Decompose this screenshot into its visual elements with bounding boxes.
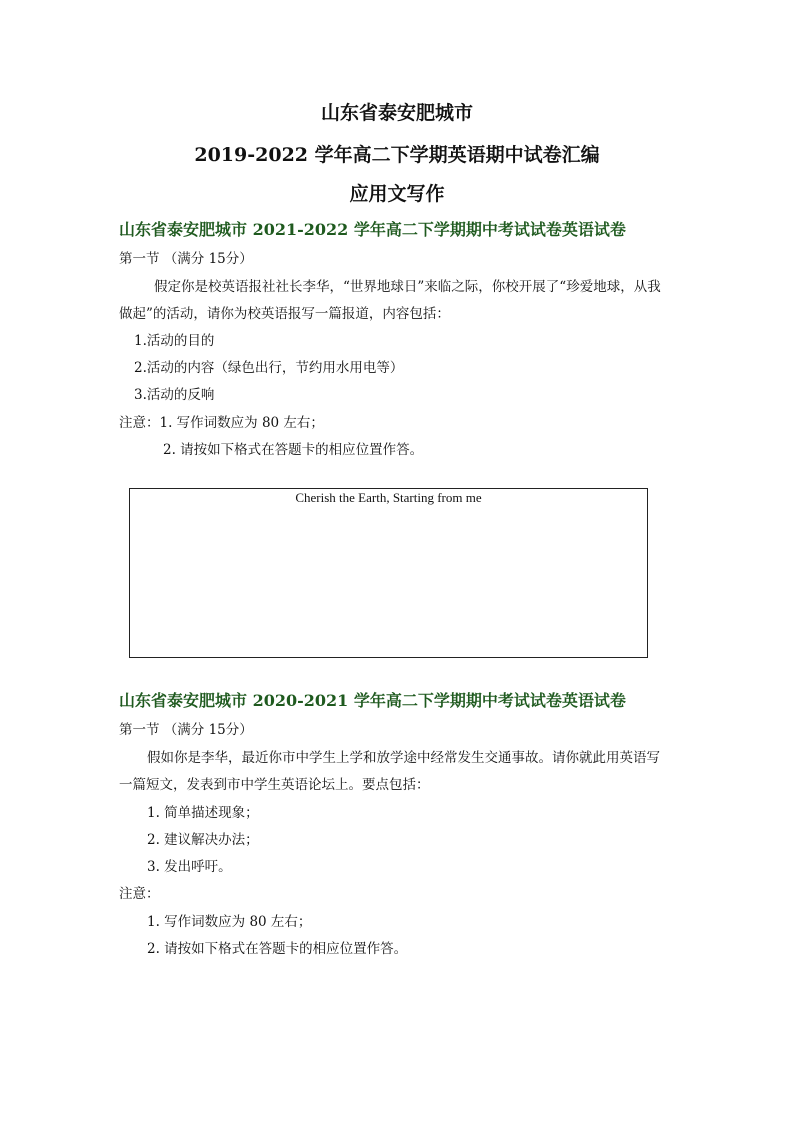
- section1-part: 第一节 （满分 15分）: [119, 251, 253, 267]
- section1-paragraph-line2: 做起”的活动，请你为校英语报写一篇报道，内容包括：: [119, 306, 450, 322]
- section2-item-3: 3. 发出呼吁。: [147, 859, 232, 875]
- answer-box-title: Cherish the Earth, Starting from me: [295, 490, 482, 505]
- section2-paragraph-line1: 假如你是李华，最近你市中学生上学和放学途中经常发生交通事故。请你就此用英语写: [147, 750, 660, 766]
- section2-item-1: 1. 简单描述现象；: [147, 805, 259, 821]
- section2-note-2: 2. 请按如下格式在答题卡的相应位置作答。: [147, 941, 408, 957]
- section2-heading: 山东省泰安肥城市 2020-2021 学年高二下学期期中考试试卷英语试卷: [119, 691, 626, 710]
- section2-paragraph-line2: 一篇短文，发表到市中学生英语论坛上。要点包括：: [119, 777, 430, 793]
- doc-title-main: 2019-2022 学年高二下学期英语期中试卷汇编: [194, 144, 600, 166]
- doc-title-region: 山东省泰安肥城市: [320, 102, 473, 124]
- doc-title-topic: 应用文写作: [349, 183, 445, 205]
- section1-paragraph-line1: 假定你是校英语报社社长李华，“世界地球日”来临之际，你校开展了“珍爱地球，从我: [154, 279, 661, 295]
- answer-box: [129, 488, 648, 658]
- section1-note-1: 注意：1. 写作词数应为 80 左右；: [119, 415, 324, 431]
- section1-heading: 山东省泰安肥城市 2021-2022 学年高二下学期期中考试试卷英语试卷: [119, 220, 626, 239]
- section2-note-1: 1. 写作词数应为 80 左右；: [147, 914, 312, 930]
- section2-part: 第一节 （满分 15分）: [119, 722, 253, 738]
- section2-note-label: 注意：: [119, 886, 160, 902]
- section2-item-2: 2. 建议解决办法；: [147, 832, 259, 848]
- section1-note-2: 2. 请按如下格式在答题卡的相应位置作答。: [163, 442, 424, 458]
- section1-item-3: 3.活动的反响: [134, 387, 215, 403]
- section1-item-1: 1.活动的目的: [134, 333, 215, 349]
- section1-item-2: 2.活动的内容（绿色出行，节约用水用电等）: [134, 360, 404, 376]
